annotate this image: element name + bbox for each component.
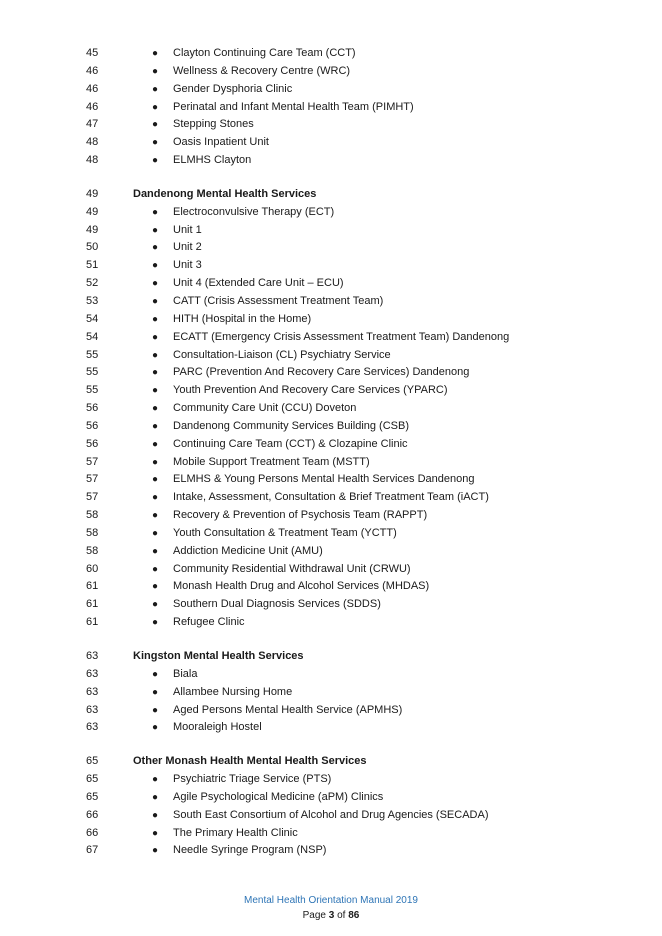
bullet-icon: ● bbox=[152, 295, 159, 307]
page-ref: 56 bbox=[86, 437, 99, 450]
bullet-icon: ● bbox=[152, 385, 159, 397]
bullet-icon: ● bbox=[152, 474, 159, 486]
page-ref: 63 bbox=[86, 650, 99, 662]
toc-entry-label: Recovery & Prevention of Psychosis Team (RAPPT) bbox=[173, 509, 428, 522]
toc-entry-label: Biala bbox=[173, 667, 198, 680]
toc-entry-label: PARC (Prevention And Recovery Care Services) Dandenong bbox=[173, 366, 470, 379]
bullet-icon: ● bbox=[152, 704, 159, 716]
page-ref: 60 bbox=[86, 562, 99, 575]
page-total: 86 bbox=[348, 910, 360, 921]
toc-entry[interactable] bbox=[0, 347, 662, 365]
toc-entry[interactable] bbox=[0, 239, 662, 257]
section-heading-row[interactable] bbox=[0, 753, 662, 771]
bullet-icon: ● bbox=[152, 224, 159, 236]
toc-entry[interactable] bbox=[0, 45, 662, 63]
toc-entry[interactable] bbox=[0, 116, 662, 134]
page-ref: 55 bbox=[86, 348, 99, 361]
bullet-icon: ● bbox=[152, 722, 159, 734]
page-ref: 48 bbox=[86, 136, 99, 149]
bullet-icon: ● bbox=[152, 438, 159, 450]
toc-entry[interactable] bbox=[0, 614, 662, 632]
bullet-icon: ● bbox=[152, 83, 159, 95]
toc-entry-label: Community Residential Withdrawal Unit (CRWU) bbox=[173, 562, 411, 575]
section-heading: Kingston Mental Health Services bbox=[133, 650, 304, 662]
toc-entry[interactable] bbox=[0, 525, 662, 543]
toc-entry[interactable] bbox=[0, 807, 662, 825]
toc-entry[interactable] bbox=[0, 842, 662, 860]
page-ref: 56 bbox=[86, 402, 99, 415]
toc-entry-label: CATT (Crisis Assessment Treatment Team) bbox=[173, 294, 384, 307]
page-ref: 66 bbox=[86, 826, 99, 839]
toc-entry-label: Wellness & Recovery Centre (WRC) bbox=[173, 64, 351, 77]
page-of: of bbox=[334, 910, 349, 921]
bullet-icon: ● bbox=[152, 155, 159, 167]
toc-entry[interactable] bbox=[0, 684, 662, 702]
bullet-icon: ● bbox=[152, 137, 159, 149]
toc-entry-label: Unit 2 bbox=[173, 241, 202, 254]
bullet-icon: ● bbox=[152, 545, 159, 557]
bullet-icon: ● bbox=[152, 845, 159, 857]
page-ref: 65 bbox=[86, 790, 99, 803]
page-ref: 58 bbox=[86, 544, 99, 557]
toc-entry[interactable] bbox=[0, 789, 662, 807]
toc-entry-label: The Primary Health Clinic bbox=[173, 826, 298, 839]
toc-entry-label: Refugee Clinic bbox=[173, 616, 245, 629]
toc-entry[interactable] bbox=[0, 329, 662, 347]
toc-entry-label: ELMHS Clayton bbox=[173, 154, 252, 167]
toc-entry-label: Consultation-Liaison (CL) Psychiatry Service bbox=[173, 348, 391, 361]
bullet-icon: ● bbox=[152, 599, 159, 611]
bullet-icon: ● bbox=[152, 791, 159, 803]
page-ref: 54 bbox=[86, 312, 99, 325]
toc-entry-label: Intake, Assessment, Consultation & Brief Treatment Team (iACT) bbox=[173, 491, 489, 504]
toc-entry[interactable] bbox=[0, 543, 662, 561]
toc-entry-label: HITH (Hospital in the Home) bbox=[173, 312, 312, 325]
page-ref: 49 bbox=[86, 223, 99, 236]
toc-entry-label: Unit 4 (Extended Care Unit – ECU) bbox=[173, 277, 344, 290]
toc-entry-label: Allambee Nursing Home bbox=[173, 685, 293, 698]
page-ref: 45 bbox=[86, 47, 99, 59]
bullet-icon: ● bbox=[152, 403, 159, 415]
bullet-icon: ● bbox=[152, 527, 159, 539]
page-ref: 50 bbox=[86, 241, 99, 254]
page-ref: 49 bbox=[86, 187, 99, 200]
section-gap bbox=[0, 737, 662, 753]
bullet-icon: ● bbox=[152, 260, 159, 272]
toc-entry[interactable] bbox=[0, 702, 662, 720]
bullet-icon: ● bbox=[152, 101, 159, 113]
page-ref: 66 bbox=[86, 808, 99, 821]
toc-entry-label: ELMHS & Young Persons Mental Health Services Dandenong bbox=[173, 473, 475, 486]
page-ref: 55 bbox=[86, 384, 99, 397]
toc-entry[interactable] bbox=[0, 771, 662, 789]
page-number bbox=[0, 908, 662, 923]
page-ref: 58 bbox=[86, 526, 99, 539]
toc-entry[interactable] bbox=[0, 418, 662, 436]
bullet-icon: ● bbox=[152, 686, 159, 698]
page-ref: 49 bbox=[86, 205, 99, 218]
page-current: 3 bbox=[328, 910, 335, 921]
page-ref: 67 bbox=[86, 844, 99, 857]
toc-entry-label: Southern Dual Diagnosis Services (SDDS) bbox=[173, 598, 381, 611]
bullet-icon: ● bbox=[152, 206, 159, 218]
toc-entry[interactable] bbox=[0, 81, 662, 99]
page-ref: 61 bbox=[86, 580, 99, 593]
page-ref: 53 bbox=[86, 294, 99, 307]
toc-entry[interactable] bbox=[0, 99, 662, 117]
toc-entry[interactable] bbox=[0, 454, 662, 472]
toc-entry[interactable] bbox=[0, 489, 662, 507]
toc-entry-label: Perinatal and Infant Mental Health Team (PIMHT) bbox=[173, 100, 414, 113]
bullet-icon: ● bbox=[152, 278, 159, 290]
page-ref: 46 bbox=[86, 64, 99, 77]
page-ref: 65 bbox=[86, 755, 99, 768]
page-ref: 63 bbox=[86, 667, 99, 680]
toc-entry[interactable] bbox=[0, 63, 662, 81]
toc-entry[interactable] bbox=[0, 561, 662, 579]
toc-entry[interactable] bbox=[0, 436, 662, 454]
bullet-icon: ● bbox=[152, 349, 159, 361]
toc-entry[interactable] bbox=[0, 152, 662, 170]
toc-entry[interactable] bbox=[0, 275, 662, 293]
toc-entry[interactable] bbox=[0, 382, 662, 400]
toc-entry-label: Monash Health Drug and Alcohol Services (MHDAS) bbox=[173, 580, 430, 593]
page-ref: 57 bbox=[86, 491, 99, 504]
table-of-contents bbox=[0, 45, 662, 860]
bullet-icon: ● bbox=[152, 65, 159, 77]
toc-entry[interactable] bbox=[0, 364, 662, 382]
toc-entry-label: Mobile Support Treatment Team (MSTT) bbox=[173, 455, 370, 468]
toc-entry[interactable] bbox=[0, 311, 662, 329]
page-ref: 57 bbox=[86, 455, 99, 468]
page-ref: 54 bbox=[86, 330, 99, 343]
bullet-icon: ● bbox=[152, 420, 159, 432]
bullet-icon: ● bbox=[152, 367, 159, 379]
toc-entry-label: Youth Prevention And Recovery Care Services (YPARC) bbox=[173, 384, 448, 397]
toc-entry[interactable] bbox=[0, 578, 662, 596]
manual-title: Mental Health Orientation Manual 2019 bbox=[244, 895, 418, 906]
toc-entry[interactable] bbox=[0, 222, 662, 240]
page-ref: 55 bbox=[86, 366, 99, 379]
page-ref: 65 bbox=[86, 773, 99, 786]
toc-entry-label: Clayton Continuing Care Team (CCT) bbox=[173, 47, 356, 59]
bullet-icon: ● bbox=[152, 827, 159, 839]
bullet-icon: ● bbox=[152, 774, 159, 786]
page-footer bbox=[0, 893, 662, 923]
toc-entry[interactable] bbox=[0, 666, 662, 684]
bullet-icon: ● bbox=[152, 492, 159, 504]
section-heading-row[interactable] bbox=[0, 186, 662, 204]
toc-entry[interactable] bbox=[0, 134, 662, 152]
page-ref: 61 bbox=[86, 598, 99, 611]
page-ref: 52 bbox=[86, 277, 99, 290]
bullet-icon: ● bbox=[152, 563, 159, 575]
page-ref: 63 bbox=[86, 703, 99, 716]
toc-entry-label: Youth Consultation & Treatment Team (YCTT) bbox=[173, 526, 397, 539]
toc-entry-label: Community Care Unit (CCU) Doveton bbox=[173, 402, 357, 415]
page-ref: 61 bbox=[86, 616, 99, 629]
bullet-icon: ● bbox=[152, 617, 159, 629]
toc-entry[interactable] bbox=[0, 471, 662, 489]
page-ref: 63 bbox=[86, 685, 99, 698]
bullet-icon: ● bbox=[152, 119, 159, 131]
section-gap bbox=[0, 170, 662, 186]
page-prefix: Page bbox=[302, 910, 329, 921]
section-heading-row[interactable] bbox=[0, 648, 662, 666]
page-ref: 57 bbox=[86, 473, 99, 486]
bullet-icon: ● bbox=[152, 581, 159, 593]
toc-entry[interactable] bbox=[0, 825, 662, 843]
section-heading: Dandenong Mental Health Services bbox=[133, 187, 317, 200]
bullet-icon: ● bbox=[152, 242, 159, 254]
toc-entry-label: Mooraleigh Hostel bbox=[173, 721, 262, 734]
toc-entry[interactable] bbox=[0, 507, 662, 525]
toc-entry-label: Gender Dysphoria Clinic bbox=[173, 82, 293, 95]
toc-entry[interactable] bbox=[0, 596, 662, 614]
section-gap bbox=[0, 632, 662, 648]
bullet-icon: ● bbox=[152, 809, 159, 821]
bullet-icon: ● bbox=[152, 48, 159, 59]
toc-entry-label: South East Consortium of Alcohol and Drug Agencies (SECADA) bbox=[173, 808, 489, 821]
toc-entry-label: Agile Psychological Medicine (aPM) Clinics bbox=[173, 790, 384, 803]
toc-entry-label: Oasis Inpatient Unit bbox=[173, 136, 269, 149]
toc-entry-label: Electroconvulsive Therapy (ECT) bbox=[173, 205, 335, 218]
toc-entry[interactable] bbox=[0, 204, 662, 222]
page-ref: 58 bbox=[86, 509, 99, 522]
toc-entry-label: Psychiatric Triage Service (PTS) bbox=[173, 773, 332, 786]
page-ref: 51 bbox=[86, 259, 99, 272]
bullet-icon: ● bbox=[152, 313, 159, 325]
section-heading: Other Monash Health Mental Health Services bbox=[133, 755, 367, 768]
page-ref: 48 bbox=[86, 154, 99, 167]
toc-entry-label: Aged Persons Mental Health Service (APMHS) bbox=[173, 703, 403, 716]
bullet-icon: ● bbox=[152, 331, 159, 343]
page-ref: 56 bbox=[86, 419, 99, 432]
page-ref: 63 bbox=[86, 721, 99, 734]
toc-entry-label: Needle Syringe Program (NSP) bbox=[173, 844, 327, 857]
toc-entry[interactable] bbox=[0, 400, 662, 418]
bullet-icon: ● bbox=[152, 668, 159, 680]
toc-entry-label: Unit 1 bbox=[173, 223, 202, 236]
page-ref: 46 bbox=[86, 82, 99, 95]
page-ref: 46 bbox=[86, 100, 99, 113]
toc-entry[interactable] bbox=[0, 257, 662, 275]
bullet-icon: ● bbox=[152, 456, 159, 468]
bullet-icon: ● bbox=[152, 510, 159, 522]
toc-entry-label: Continuing Care Team (CCT) & Clozapine Clinic bbox=[173, 437, 408, 450]
toc-entry-label: Dandenong Community Services Building (CSB) bbox=[173, 419, 409, 432]
toc-entry-label: Addiction Medicine Unit (AMU) bbox=[173, 544, 323, 557]
toc-entry-label: Stepping Stones bbox=[173, 118, 254, 131]
page-ref: 47 bbox=[86, 118, 99, 131]
toc-entry[interactable] bbox=[0, 293, 662, 311]
toc-entry-label: ECATT (Emergency Crisis Assessment Treatment Team) Dandenong bbox=[173, 330, 510, 343]
toc-entry-label: Unit 3 bbox=[173, 259, 202, 272]
toc-entry[interactable] bbox=[0, 719, 662, 737]
